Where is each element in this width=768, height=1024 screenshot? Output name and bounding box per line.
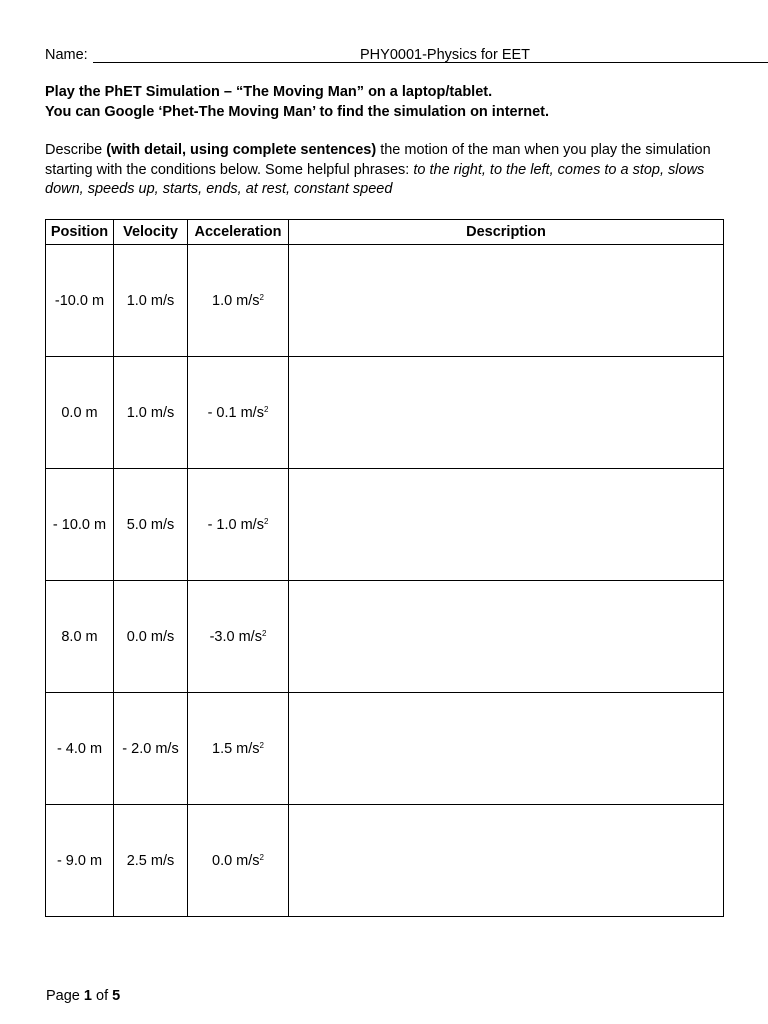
name-label: Name: (45, 47, 88, 63)
table-row (46, 245, 724, 357)
exponent: 2 (259, 292, 264, 302)
acceleration-value: -3.0 m/s (209, 628, 262, 645)
table-row (46, 693, 724, 805)
description-cell[interactable] (289, 581, 724, 693)
exponent: 2 (259, 740, 264, 750)
motion-table (45, 219, 724, 917)
instructions-prefix: Describe (45, 142, 107, 158)
velocity-cell: 0.0 m/s (114, 581, 188, 693)
acceleration-cell (188, 693, 289, 805)
position-cell: - 9.0 m (46, 805, 114, 917)
acceleration-value: - 1.0 m/s (207, 516, 264, 533)
velocity-cell: 1.0 m/s (114, 245, 188, 357)
velocity-cell: - 2.0 m/s (114, 693, 188, 805)
description-cell[interactable] (289, 805, 724, 917)
page-word: Page (46, 988, 80, 1004)
position-cell: 8.0 m (46, 581, 114, 693)
table-row (46, 805, 724, 917)
acceleration-cell (188, 581, 289, 693)
description-cell[interactable] (289, 245, 724, 357)
intro-line-2: You can Google ‘Phet-The Moving Man’ to find the simulation on internet. (45, 104, 550, 120)
header-description: Description (289, 220, 724, 245)
course-title: PHY0001-Physics for EET (360, 47, 531, 63)
table-row (46, 581, 724, 693)
describe-instructions (45, 141, 725, 200)
intro-instructions (45, 82, 725, 122)
acceleration-value: 1.0 m/s (212, 292, 260, 309)
intro-line-1: Play the PhET Simulation – “The Moving Man” on a laptop/tablet. (45, 84, 493, 100)
description-cell[interactable] (289, 693, 724, 805)
position-cell: - 4.0 m (46, 693, 114, 805)
table-row (46, 357, 724, 469)
acceleration-value: - 0.1 m/s (207, 404, 264, 421)
header-velocity: Velocity (114, 220, 188, 245)
worksheet-header (45, 46, 768, 64)
table-row (46, 469, 724, 581)
header-position: Position (46, 220, 114, 245)
header-acceleration: Acceleration (188, 220, 289, 245)
exponent: 2 (263, 516, 269, 526)
description-cell[interactable] (289, 357, 724, 469)
velocity-cell: 1.0 m/s (114, 357, 188, 469)
table-header-row (46, 220, 724, 245)
helpful-phrases: to the right, to the left, comes to a stop, slows down, speeds up, starts, ends, at rest, constant speed (45, 161, 705, 197)
velocity-cell: 5.0 m/s (114, 469, 188, 581)
description-cell[interactable] (289, 469, 724, 581)
page-footer (46, 988, 120, 1004)
acceleration-cell (188, 469, 289, 581)
position-cell: 0.0 m (46, 357, 114, 469)
exponent: 2 (263, 404, 269, 414)
instructions-emphasis: (with detail, using complete sentences) (106, 142, 377, 158)
page-current: 1 (83, 988, 92, 1004)
exponent: 2 (261, 628, 267, 638)
velocity-cell: 2.5 m/s (114, 805, 188, 917)
exponent: 2 (259, 852, 264, 862)
of-word: of (96, 988, 109, 1004)
acceleration-cell (188, 245, 289, 357)
instructions-middle: the motion of the man when you play the simulation starting with the conditions below. Some helpful phrases: (45, 142, 711, 178)
acceleration-value: 0.0 m/s (212, 852, 260, 869)
position-cell: - 10.0 m (46, 469, 114, 581)
position-cell: -10.0 m (46, 245, 114, 357)
acceleration-cell (188, 805, 289, 917)
acceleration-cell (188, 357, 289, 469)
acceleration-value: 1.5 m/s (212, 740, 260, 757)
page-total: 5 (112, 988, 121, 1004)
